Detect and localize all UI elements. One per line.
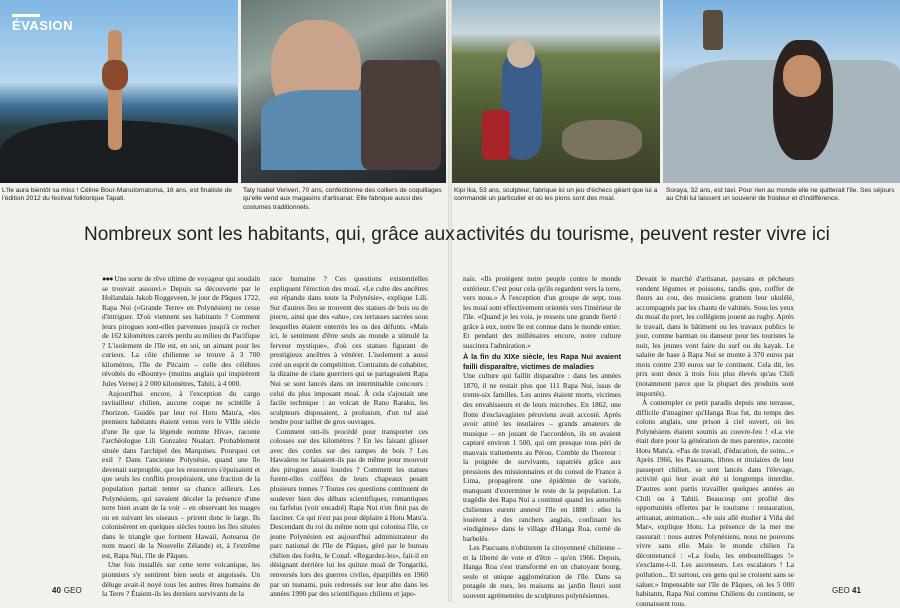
paragraph: À contempler ce petit paradis depuis une terrasse, difficile d'imaginer qu'Hanga Roa fut, du temps des colons anglais, une prison à ciel ouvert, où les Polynésiens étaient soumis au couvre-feu ! «La vie était dure pour la génération de mes parents», raconte Hotu Matu'a. «Pas de travail, d'éducation, de soins...» Après 1966, les Pascuans, libres et titulaires de leur passeport chilien, se sont lancés dans l'élevage, activité qui leur avait été si longtemps interdite. D'autres sont partis travailler quelques années au Chili ou à Tahiti. Beaucoup ont profité des opportunités offertes par le tourisme : restauration, artisanat, animation... «Je suis allé étudier à Viña del Mar», explique Hotu. La présence de la mer me rassurait : nous autres Polynésiens, nous ne pouvons vivre sans elle. Mais le monde chilien l'a décontenancé : «La foule, les embouteillages !» s'exclame-t-il. Les ascenseurs. Les escalators ! La pollution... Et surtout, ces gens qui se croisent sans se saluer.» Impensable sur l'île de Pâques, où les 5 000 habitants, Rapa Nui comme Chiliens du continent, se connaissent tous. [636,398,794,608]
photo-caption: Taty Isabel Veriveri, 70 ans, confectionne des colliers de coquillages qu'elle vend aux magasins d'artisanat. Elle fabrique aussi des costumes traditionnels. [243,187,442,211]
article-column-1 [102,274,260,599]
photo-dancer-on-rocks [0,0,238,183]
bullet-mark: ●●● [102,274,113,283]
paragraph: nais. «Ils protègent notre peuple contre le monde extérieur. C'est pour cela qu'ils regardent vers la terre, vers nous.» À l'exception d'un groupe de sept, tous les moaï sont effectivement orientés vers l'intérieur de l'île. «Quand je les vois, je ressens une grande fierté : grâce à eux, notre île est connue dans le monde entier. Et pendant des millénaires encore, notre culture suscitera l'admiration.» [463,274,621,350]
photo-taxi-driver [663,0,900,183]
paragraph: Les Pascuans n'obtinrent la citoyenneté chilienne – et la liberté de vote et d'être – qu'en 1966. Depuis, Hanga Roa s'est transformé en un chatoyant bourg, seule et unique agglomération de l'île. Dans sa potagée de rues, les maisons au jardin fleuri sont souvent agrémentées de sculptures polynésiennes. [463,543,621,600]
photo-necklace-maker [241,0,446,183]
article-column-3 [463,274,621,600]
paragraph: ●●● Une sorte de rêve ultime de voyageur qui soudain se trouvait assouvi.» Depuis sa découverte par le Hollandais Jakob Roggeveen, le jour de Pâques 1722, Rapa Nui («Grande Terre» en Polynésien) ne cesse d'intriguer. D'où viennent ses habitants ? Comment leurs pirogues sont-elles parvenues jusqu'à ce rocher de 162 kilomètres carrés perdu au milieu du Pacifique ? L'isolement de l'île est, en soi, un aimant pour les curieux. La côte chilienne se trouve à 3 700 kilomètres, l'île de Pitcairn – celle des célèbres révoltés du «Bounty» (mutins anglais qui inspirèrent Jules Verne) à 2 000 kilomètres, Tahiti, à 4 000. [102,274,260,389]
folio-right [832,586,864,595]
magazine-name: GEO [832,586,850,595]
paragraph: Comment ont-ils procédé pour transporter ces colosses sur des kilomètres ? En les faisant glisser avec des cordes sur des rampes de bois ? Les Hawaïens ne faisaient-ils pas de même pour mouvoir des pirogues aussi lourdes ? Comment les statues furent-elles coiffées de leurs chapeaux pesant plusieurs tonnes ? Toutes ces questions continuent de soulever bien des débats scientifiques, romantiques ou farfelus (voir encadré) Rapa Nui n'en finit pas de fasciner. Ce qui n'est pas pour déplaire à Hotu Matu'a. Descendant du roi du même nom qui colonisa l'île, ce jeune Polynésien est aujourd'hui administrateur du parc national de l'île de Pâques, géré par le bureau chilien des forêts, le Conaf. «Regardez-les», fait-il en désignant derrière lui les quinze moaï de Tongariki, renversés lors des guerres civiles, éparpillés en 1960 par un tsunami, puis redressés sur leur ahu dans les années 1990 par des scientifiques chiliens et japo- [270,426,428,599]
photo-caption: L'île aura bientôt sa miss ! Céline Bour-Manutomatoma, 16 ans, est finaliste de l'édition 2012 du festival folklorique Tapati. [2,187,232,203]
section-label: ÉVASION [12,18,74,33]
headline [0,224,900,252]
magazine-name: GEO [63,586,82,595]
photo-sculptor [452,0,660,183]
page-number: 40 [52,586,61,595]
paragraph: Aujourd'hui encore, à l'exception du cargo ravitailleur chilien, aucune coque ne scintille à l'horizon. Guidés par leur roi Hotu Matu'a, «les premiers habitants étaient venus vers le VIIIe siècle d'une île que la légende nomme Hiva», raconte l'archéologue Lili Gonzalez Nualart. Probablement située dans l'archipel des Marquises. Pourquoi cet exil ? Dans l'ancienne Polynésie, quand une île devenait surpeuplée, que les ressources s'épuisaient et que seuls les conflits prospéraient, une fraction de la population partait tenter sa chance ailleurs. Les Polynésiens, qui savaient déceler la présence d'une terre bien avant de la voir – en observant les nuages ou en suivant les oiseaux – prirent donc le large. Ils colonisèrent en quelques siècles toutes les îles situées dans le triangle que forment Hawaii, Aotearoa (le nom maori de la Nouvelle Zélande) et, à l'extrême est, Rapa Nui, l'île de Pâques. [102,388,260,560]
headline-right: activités du tourisme, peuvent rester vivre ici [456,224,830,245]
paragraph: Devant le marché d'artisanat, paysans et pêcheurs vendent légumes et poissons, tandis que, coiffer de fleurs au cou, des musiciens grattent leur ukulélé, accompagnés par les chants de vahinés. Sous les yeux du moaï du port, les collégiens jouent au rugby. Après le travail, dans le bâtiment ou les travaux publics le jour, comme barman ou danseur pour les touristes la nuit, les jeunes vont faire du surf ou du kayak. Le salaire de base à Rapa Nui se monte à 370 euros par mois contre 230 euros sur le continent. Cela dit, les prix sont deux à trois fois plus élevés qu'au Chili (notamment parce que la plupart des produits sont importés). [636,274,794,398]
article-column-4 [636,274,794,608]
subheading: À la fin du XIXe siècle, les Rapa Nui avaient failli disparaître, victimes de maladies [463,352,621,371]
section-rule [12,14,40,17]
page-number: 41 [852,586,861,595]
headline-left: Nombreux sont les habitants, qui, grâce aux [84,224,455,245]
photo-caption: Kipi Ika, 53 ans, sculpteur, fabrique ici un jeu d'échecs géant que lui a commandé un particulier et où les pions sont des moaï. [454,187,658,203]
folio-left [52,586,82,595]
paragraph: Une fois installés sur cette terre volcanique, les pionniers s'y sentirent bien seuls et angoissés. Un déluge avait-il noyé tous les autres êtres humains de la Terre ? Étaient-ils les derniers survivants de la [102,560,260,599]
photo-caption: Soraya, 32 ans, est taxi. Pour rien au monde elle ne quitterait l'île. Ses séjours au Chili lui laissent un souvenir de froideur et d'indifférence. [666,187,895,203]
article-column-2 [270,274,428,599]
paragraph: Une culture qui faillit disparaître : dans les années 1870, il ne restait plus que 111 Rapa Nui, issus de trente-six familles. Les autres étaient morts, victimes des envahisseurs et de leurs microbes. En 1862, une flotte d'esclavagistes péruviens avait accosté. Après avoir attiré les insulaires – grands amateurs de musique – en jouant de l'accordéon, ils en avaient capturé environ 1 500, qui ont presque tous péri de mauvais traitements au Pérou. Comble de l'horreur : la poignée de survivants, rapatriés grâce aux pressions des missionnaires et du consul de France à Lima, propagèrent une épidémie de variole, manquant d'exterminer le reste de la population. La tragédie des Rapa Nui a continué quand les autorités chiliennes eurent annexé l'île en 1888 : elles la louèrent à des ranchers anglais, confinant les «indigènes» dans le village d'Hanga Roa, cerné de barbelés. [463,371,621,543]
paragraph: race humaine ? Ces questions existentielles expliquent l'érection des moaï. «Le culte des ancêtres est répandu dans toute la Polynésie», explique Lili. Sur d'autres îles se trouvent des statues de bois ou de pierre, ainsi que des «ahu», ces terrasses sacrées sous lesquelles étaient enterrés les os des défunts. «Mais ici, le sentiment d'être seuls au monde a stimulé la ferveur mystique», d'où ces statues figurant de prestigieux ancêtres à vénérer. L'isolement a aussi créé un esprit de compétition. Contraints de cohabiter, la dizaine de clans guerriers qui se partageaient Rapa Nui se sont lancés dans un interminable concours : celui du plus imposant moaï. À cela s'ajoutait une facile technique : au volcan de Rano Raraku, les sculpteurs disposaient, à profusion, d'un tuf aisé tendre pour tailler de gros ouvrages. [270,274,428,427]
